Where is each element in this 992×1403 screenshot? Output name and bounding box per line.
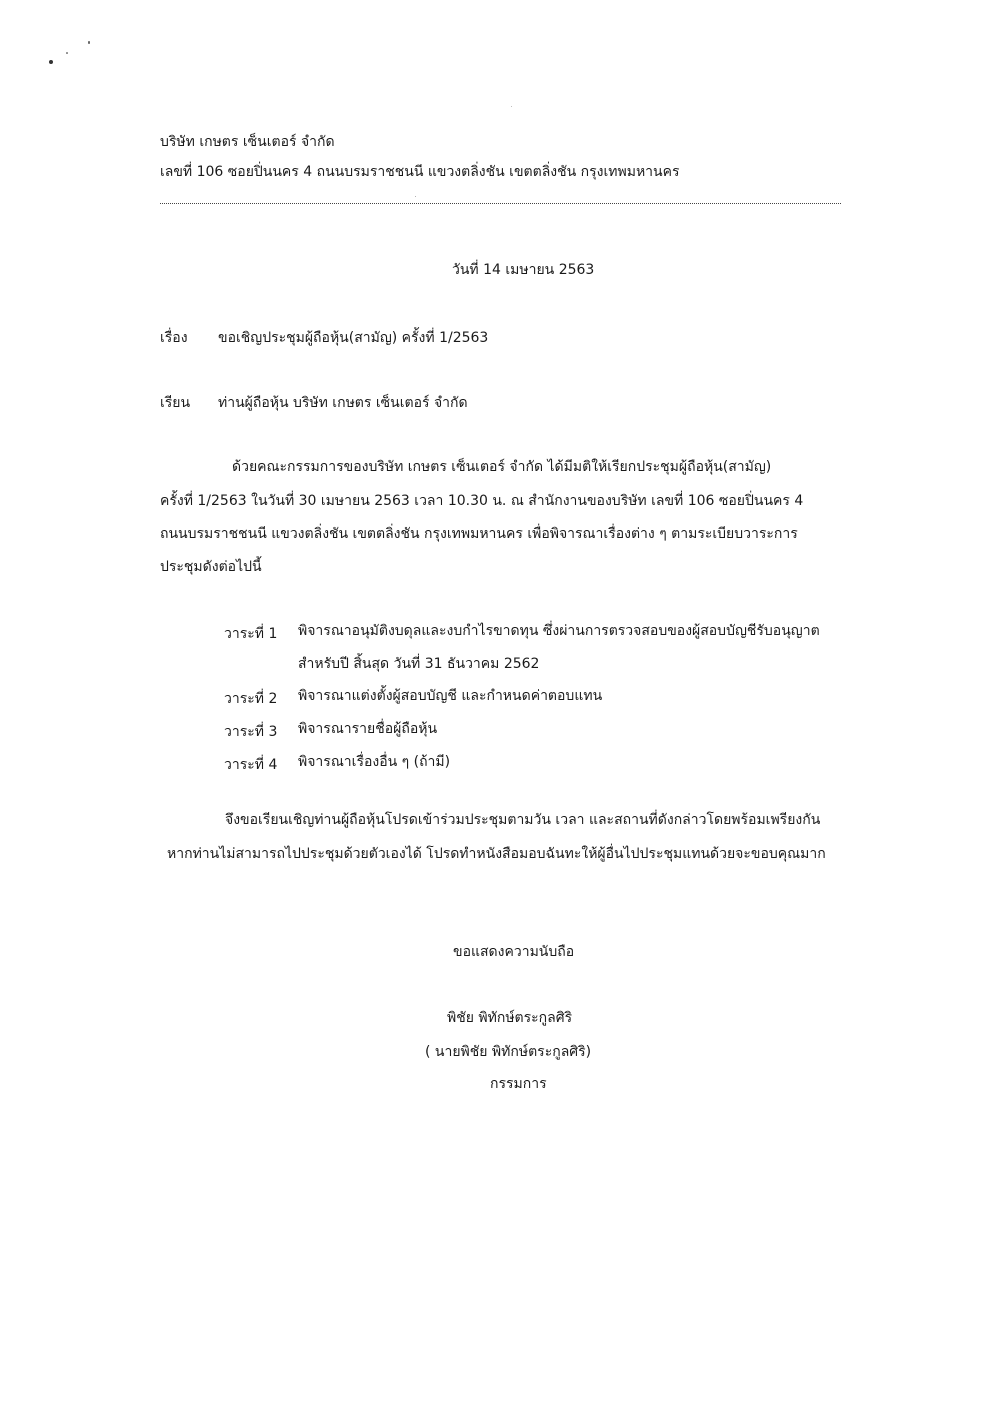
agenda-item-text: พิจารณาเรื่องอื่น ๆ (ถ้ามี)	[298, 754, 451, 770]
recipient-text: ท่านผู้ถือหุ้น บริษัท เกษตร เซ็นเตอร์ จำกัด	[218, 395, 468, 411]
company-name: บริษัท เกษตร เซ็นเตอร์ จำกัด	[160, 134, 335, 150]
body-line: ด้วยคณะกรรมการของบริษัท เกษตร เซ็นเตอร์ จำกัด ได้มีมติให้เรียกประชุมผู้ถือหุ้น(สามัญ)	[232, 459, 772, 475]
signed-name: พิชัย พิทักษ์ตระกูลศิริ	[447, 1010, 573, 1026]
printed-name: ( นายพิชัย พิทักษ์ตระกูลศิริ)	[425, 1044, 592, 1060]
agenda-item-text: พิจารณารายชื่อผู้ถือหุ้น	[298, 721, 438, 737]
agenda-item-label: วาระที่ 2	[224, 691, 278, 707]
signer-position: กรรมการ	[490, 1076, 547, 1092]
subject-label: เรื่อง	[160, 330, 188, 346]
body-line: ถนนบรมราชชนนี แขวงตลิ่งชัน เขตตลิ่งชัน กรุงเทพมหานคร เพื่อพิจารณาเรื่องต่าง ๆ ตามระเบียบวาระการ	[160, 526, 798, 542]
agenda-item-text: พิจารณาอนุมัติงบดุลและงบกำไรขาดทุน ซึ่งผ่านการตรวจสอบของผู้สอบบัญชีรับอนุญาต	[298, 623, 820, 639]
company-address: เลขที่ 106 ซอยปิ่นนคร 4 ถนนบรมราชชนนี แขวงตลิ่งชัน เขตตลิ่งชัน กรุงเทพมหานคร	[160, 164, 680, 180]
agenda-item-label: วาระที่ 4	[224, 757, 278, 773]
agenda-item-text-continued: สำหรับปี สิ้นสุด วันที่ 31 ธันวาคม 2562	[298, 656, 540, 672]
closing-line: หากท่านไม่สามารถไปประชุมด้วยตัวเองได้ โปรดทำหนังสือมอบฉันทะให้ผู้อื่นไปประชุมแทนด้วยจะขอบคุณมาก	[167, 846, 826, 862]
body-line: ครั้งที่ 1/2563 ในวันที่ 30 เมษายน 2563 เวลา 10.30 น. ณ สำนักงานของบริษัท เลขที่ 106 ซอยปิ่นนคร 4	[160, 493, 804, 509]
agenda-item-text: พิจารณาแต่งตั้งผู้สอบบัญชี และกำหนดค่าตอบแทน	[298, 688, 603, 704]
body-line: ประชุมดังต่อไปนี้	[160, 559, 262, 575]
letter-date: วันที่ 14 เมษายน 2563	[452, 262, 595, 278]
agenda-item-label: วาระที่ 1	[224, 626, 278, 642]
recipient-label: เรียน	[160, 395, 191, 411]
agenda-item-label: วาระที่ 3	[224, 724, 278, 740]
closing-line: จึงขอเรียนเชิญท่านผู้ถือหุ้นโปรดเข้าร่วมประชุมตามวัน เวลา และสถานที่ดังกล่าวโดยพร้อมเพรียงกัน	[225, 812, 821, 828]
regards-text: ขอแสดงความนับถือ	[453, 944, 575, 960]
header-divider	[160, 203, 841, 204]
subject-text: ขอเชิญประชุมผู้ถือหุ้น(สามัญ) ครั้งที่ 1/2563	[218, 330, 489, 346]
